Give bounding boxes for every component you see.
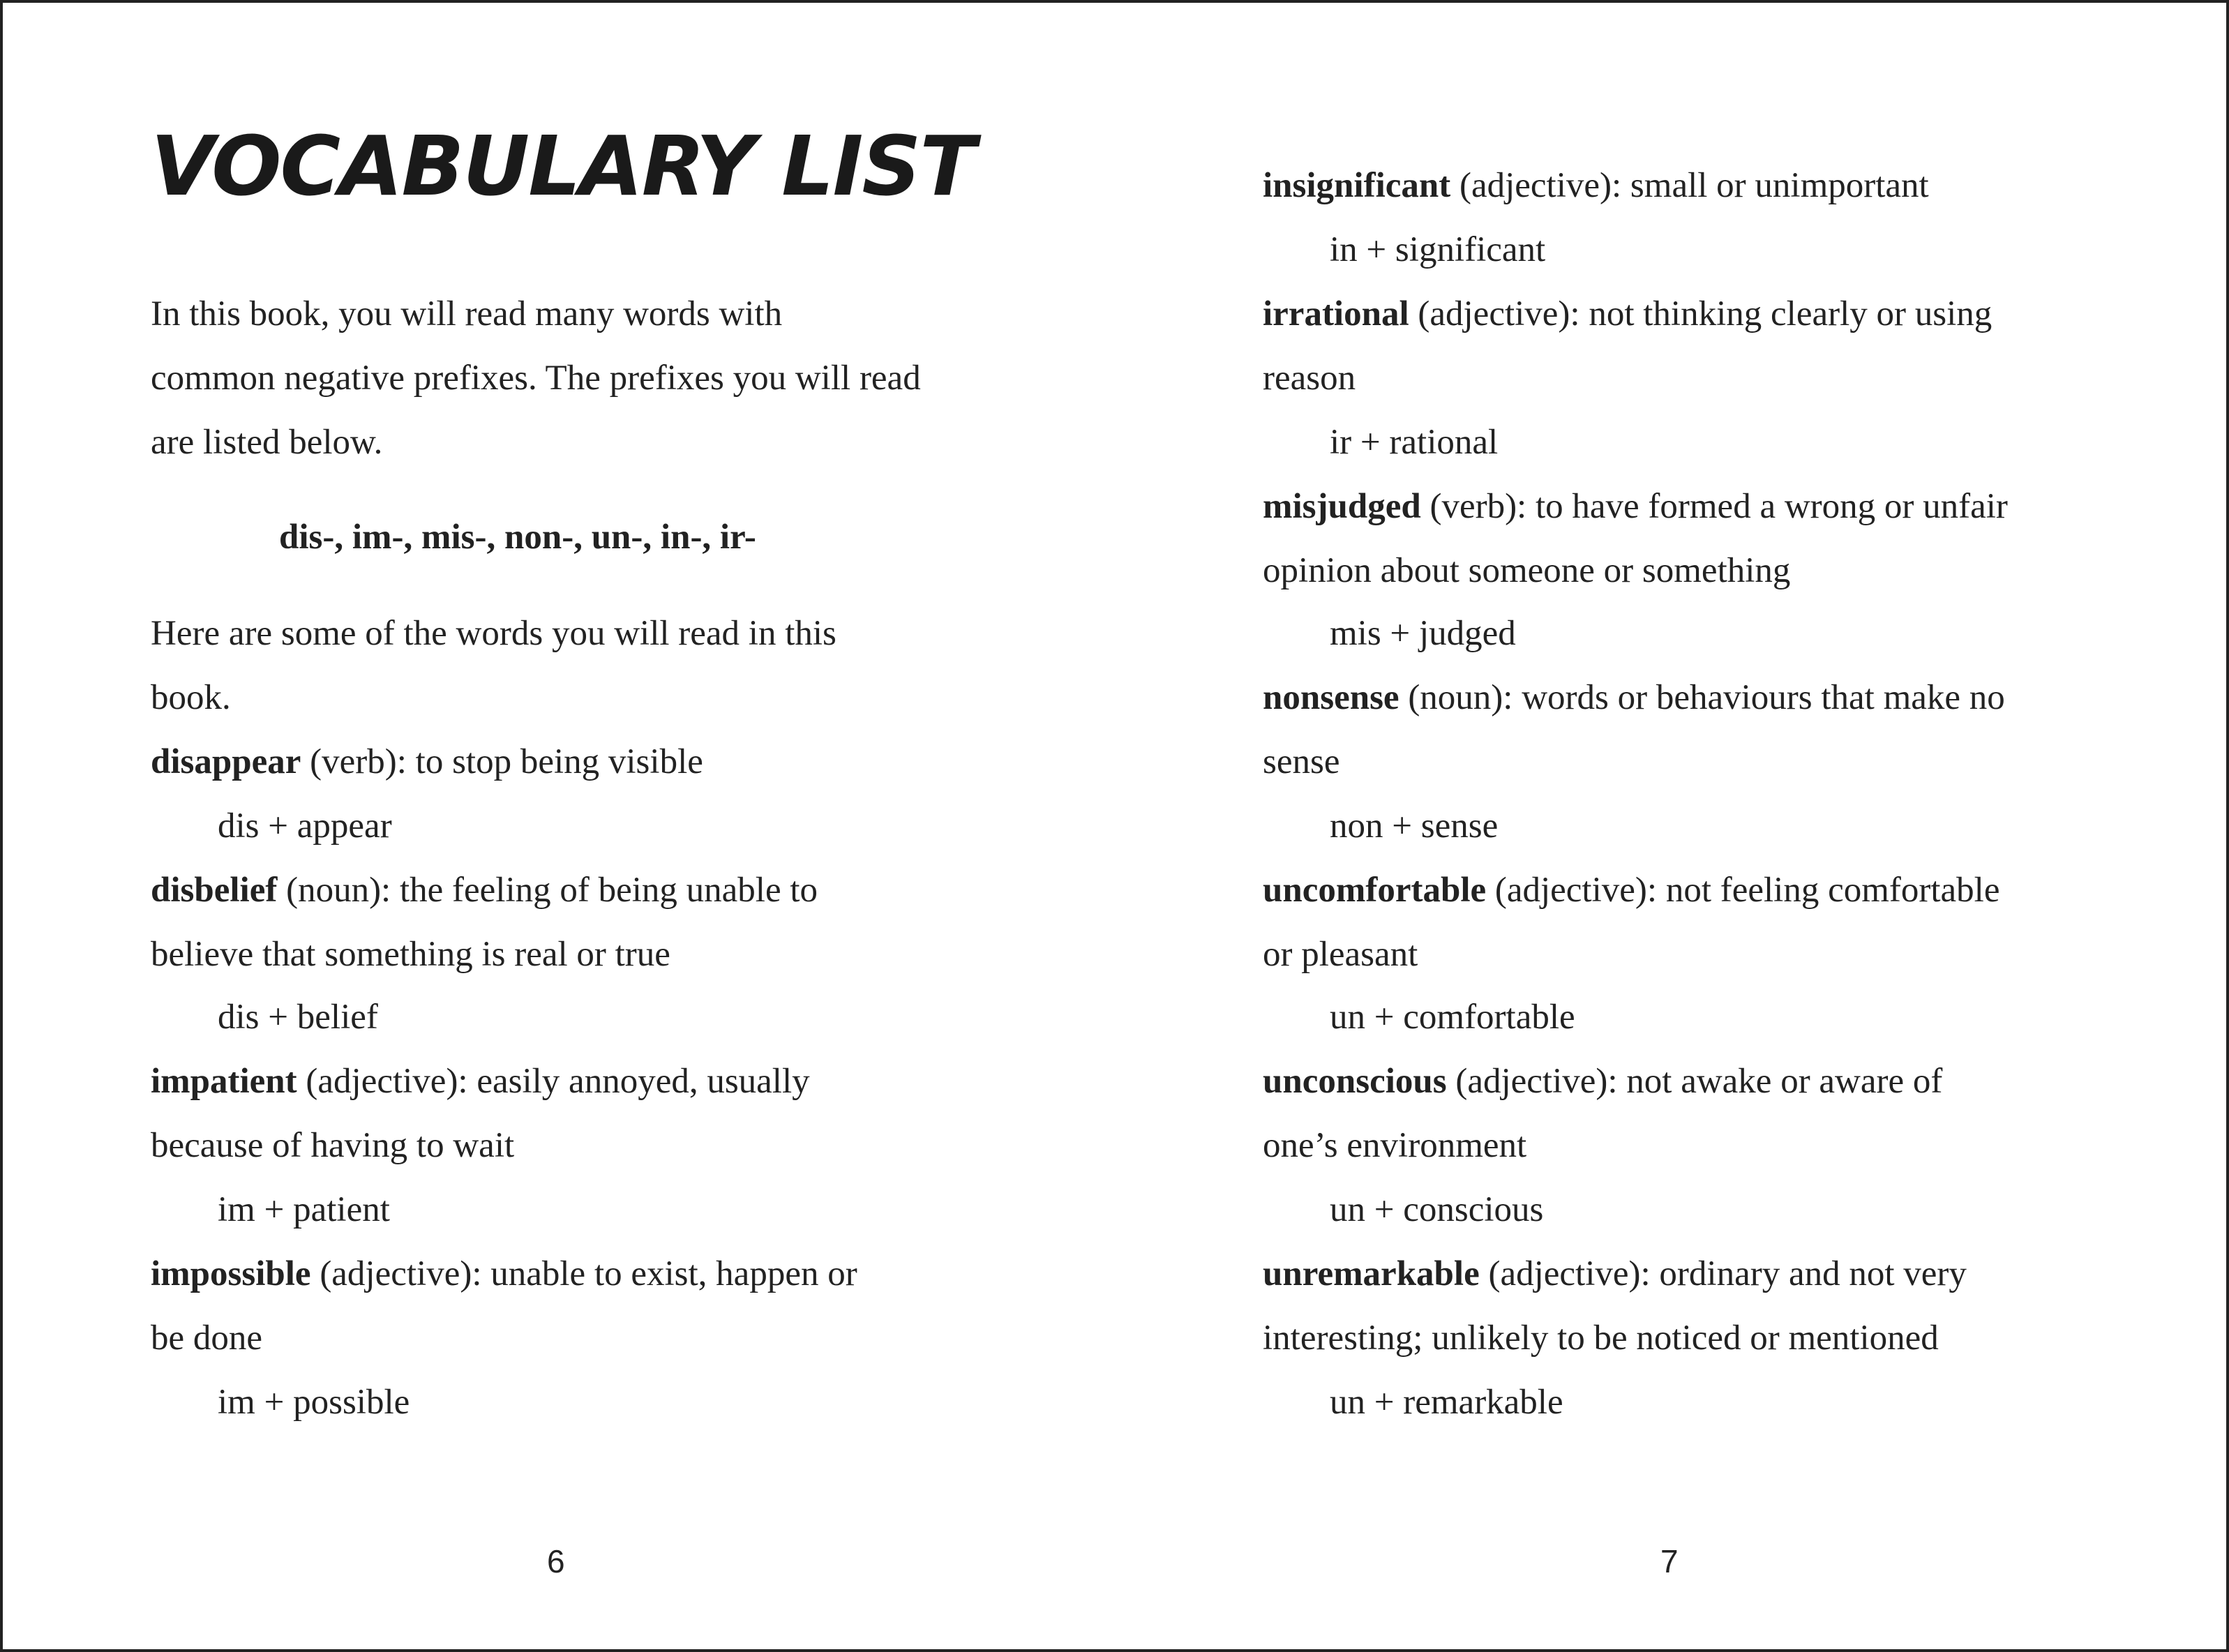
vocab-term: irrational	[1263, 294, 1409, 333]
vocab-definition-continued: one’s environment	[1263, 1126, 1527, 1165]
vocab-term: disbelief	[151, 871, 278, 910]
vocab-definition: (adjective): unable to exist, happen or	[310, 1254, 857, 1293]
vocab-term: misjudged	[1263, 487, 1421, 526]
vocab-entry-unremarkable	[1263, 1253, 1967, 1295]
word-breakdown: in + significant	[1330, 230, 1546, 269]
prefix-list: dis-, im-, mis-, non-, un-, in-, ir-	[279, 518, 756, 557]
word-breakdown: un + conscious	[1330, 1190, 1544, 1229]
vocab-definition-continued: interesting; unlikely to be noticed or mentioned	[1263, 1319, 1939, 1358]
vocab-definition: (adjective): easily annoyed, usually	[297, 1062, 810, 1101]
vocab-definition-continued: or pleasant	[1263, 935, 1418, 974]
right-page	[1263, 0, 2135, 1652]
vocab-definition: (adjective): small or unimportant	[1450, 166, 1929, 205]
vocab-definition-continued: because of having to wait	[151, 1126, 515, 1165]
vocab-entry-unconscious	[1263, 1060, 1942, 1102]
vocab-definition-continued: believe that something is real or true	[151, 935, 670, 974]
lead-in-line: Here are some of the words you will read in this	[151, 614, 836, 653]
word-breakdown: im + patient	[218, 1190, 390, 1229]
left-page	[151, 0, 1009, 1652]
intro-line: are listed below.	[151, 423, 383, 462]
intro-line: In this book, you will read many words with	[151, 294, 783, 333]
vocab-definition-continued: sense	[1263, 742, 1340, 781]
vocab-definition: (adjective): not feeling comfortable	[1486, 871, 2000, 910]
vocab-definition: (adjective): ordinary and not very	[1479, 1254, 1967, 1293]
vocab-entry-irrational	[1263, 293, 1992, 335]
vocab-entry-disappear	[151, 741, 703, 783]
vocab-definition: (adjective): not awake or aware of	[1446, 1062, 1943, 1101]
vocab-definition-continued: reason	[1263, 359, 1356, 398]
vocab-entry-impossible	[151, 1253, 857, 1295]
vocab-entry-disbelief	[151, 869, 818, 911]
vocab-definition: (noun): words or behaviours that make no	[1399, 678, 2005, 717]
vocab-term: nonsense	[1263, 678, 1399, 717]
word-breakdown: im + possible	[218, 1383, 410, 1422]
vocab-entry-nonsense	[1263, 677, 2005, 719]
vocab-definition-continued: opinion about someone or something	[1263, 551, 1791, 590]
vocab-definition: (noun): the feeling of being unable to	[277, 871, 818, 910]
vocab-term: impossible	[151, 1254, 311, 1293]
vocab-definition: (adjective): not thinking clearly or using	[1409, 294, 1992, 333]
vocab-entry-insignificant	[1263, 165, 1929, 206]
word-breakdown: ir + rational	[1330, 423, 1499, 462]
vocab-entry-misjudged	[1263, 486, 2008, 527]
intro-line: common negative prefixes. The prefixes you will read	[151, 359, 921, 398]
word-breakdown: dis + appear	[218, 806, 392, 846]
word-breakdown: un + comfortable	[1330, 998, 1575, 1037]
vocab-term: unconscious	[1263, 1062, 1447, 1101]
word-breakdown: non + sense	[1330, 806, 1499, 846]
lead-in-line: book.	[151, 678, 231, 717]
page-number: 7	[1660, 1543, 1679, 1579]
vocab-definition-continued: be done	[151, 1319, 263, 1358]
vocab-entry-impatient	[151, 1060, 810, 1102]
page-number: 6	[547, 1543, 565, 1579]
page-title: VOCABULARY LIST	[151, 118, 975, 214]
vocab-term: unremarkable	[1263, 1254, 1480, 1293]
vocab-term: insignificant	[1263, 166, 1451, 205]
vocab-term: uncomfortable	[1263, 871, 1487, 910]
vocab-definition: (verb): to have formed a wrong or unfair	[1420, 487, 2008, 526]
word-breakdown: un + remarkable	[1330, 1383, 1563, 1422]
word-breakdown: dis + belief	[218, 998, 378, 1037]
word-breakdown: mis + judged	[1330, 614, 1516, 653]
vocab-entry-uncomfortable	[1263, 869, 1999, 911]
vocab-definition: (verb): to stop being visible	[301, 742, 703, 781]
vocab-term: disappear	[151, 742, 301, 781]
vocab-term: impatient	[151, 1062, 297, 1101]
